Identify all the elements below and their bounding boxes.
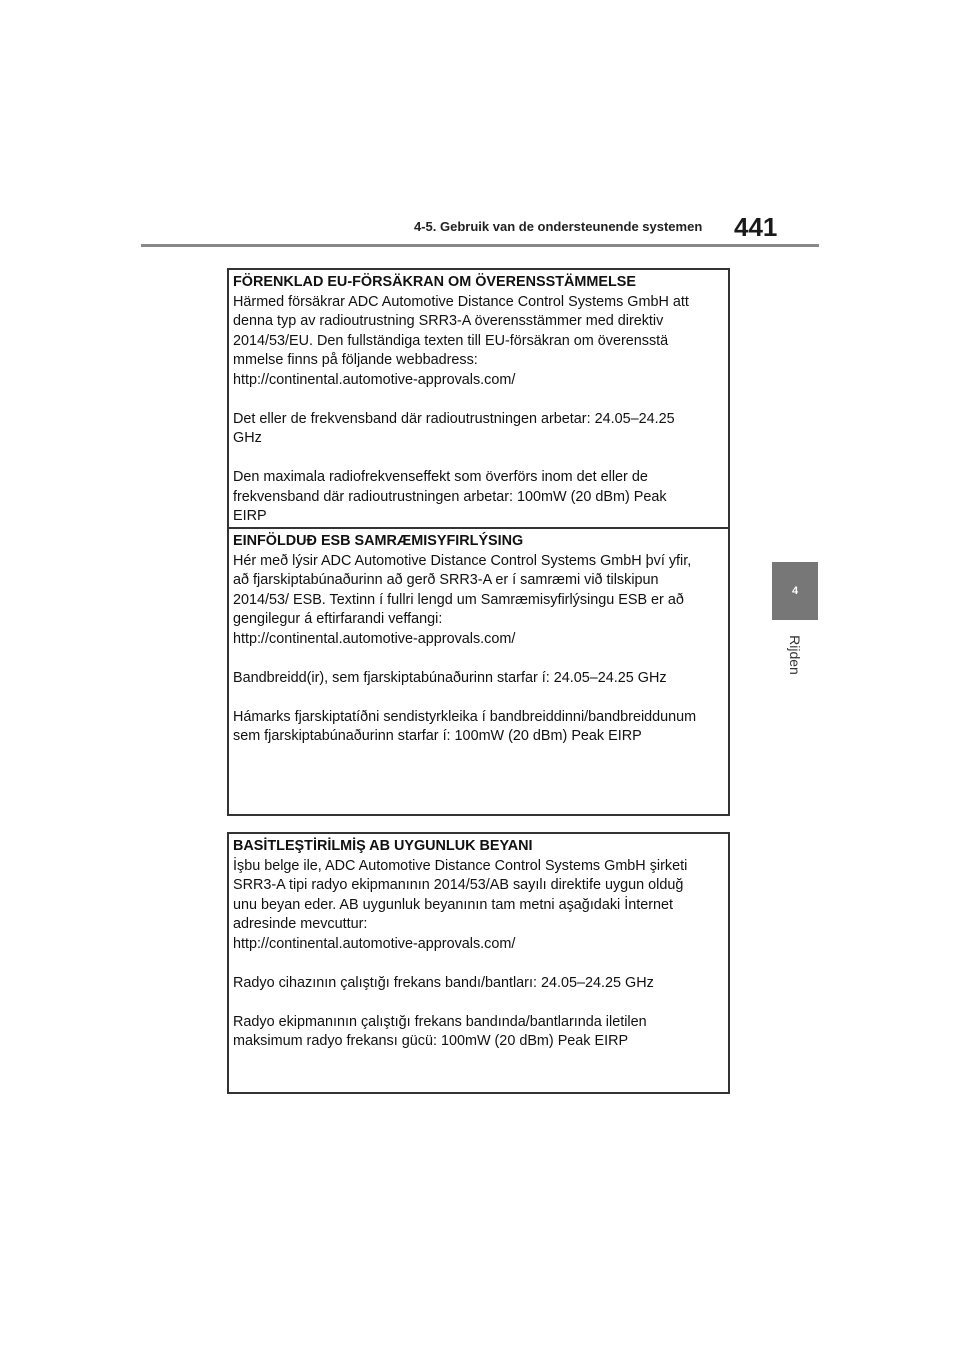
page-number: 441 [734, 212, 778, 242]
declaration-line: 2014/53/ ESB. Textinn í fullri lengd um Samræmisyfirlýsingu ESB er að [233, 591, 684, 608]
declaration-line: EIRP [233, 508, 267, 524]
declaration-line: GHz [233, 430, 262, 446]
paragraph-spacer [233, 688, 730, 708]
declaration-title: BASİTLEŞTİRİLMİŞ AB UYGUNLUK BEYANI [233, 838, 533, 854]
declaration-line: denna typ av radioutrustning SRR3-A överensstämmer med direktiv [233, 313, 664, 329]
declaration-title: EINFÖLDUÐ ESB SAMRÆMISYFIRLÝSING [233, 533, 524, 549]
declaration-title: FÖRENKLAD EU-FÖRSÄKRAN OM ÖVERENSSTÄMMELSE [233, 274, 636, 290]
box-divider [229, 527, 728, 529]
declaration-line: mmelse finns på följande webbadress: [233, 352, 478, 368]
icelandic-declaration [233, 532, 730, 747]
declaration-url: http://continental.automotive-approvals.com/ [233, 630, 516, 647]
paragraph-spacer [233, 390, 730, 410]
declaration-line: Radyo cihazının çalıştığı frekans bandı/bantları: 24.05–24.25 GHz [233, 974, 654, 991]
turkish-declaration [233, 837, 730, 1052]
declaration-line: maksimum radyo frekansı gücü: 100mW (20 dBm) Peak EIRP [233, 1033, 629, 1049]
declaration-line: Bandbreidd(ir), sem fjarskiptabúnaðurinn starfar í: 24.05–24.25 GHz [233, 669, 667, 686]
chapter-label [773, 632, 817, 678]
declaration-box-tr [227, 832, 730, 1094]
paragraph-spacer [233, 993, 730, 1013]
declaration-line: unu beyan eder. AB uygunluk beyanının tam metni aşağıdaki İnternet [233, 896, 674, 913]
declaration-line: að fjarskiptabúnaðurinn að gerð SRR3-A er í samræmi við tilskipun [233, 572, 659, 588]
declaration-line: İşbu belge ile, ADC Automotive Distance Control Systems GmbH şirketi [233, 857, 688, 874]
section-title: 4-5. Gebruik van de ondersteunende systemen [414, 219, 703, 234]
declaration-line: sem fjarskiptabúnaðurinn starfar í: 100mW (20 dBm) Peak EIRP [233, 728, 642, 744]
declaration-url: http://continental.automotive-approvals.com/ [233, 371, 516, 388]
swedish-declaration [233, 273, 730, 527]
declaration-line: Hér með lýsir ADC Automotive Distance Control Systems GmbH því yfir, [233, 552, 692, 569]
chapter-label-text: Rijden [786, 635, 803, 675]
declaration-line: Hámarks fjarskiptatíðni sendistyrkleika í bandbreiddinni/bandbreiddunum [233, 708, 697, 725]
paragraph-spacer [233, 449, 730, 469]
declaration-line: Den maximala radiofrekvenseffekt som överförs inom det eller de [233, 469, 648, 485]
declaration-line: gengilegur á eftirfarandi veffangi: [233, 611, 443, 627]
chapter-tab [772, 562, 818, 620]
chapter-number: 4 [791, 585, 799, 597]
declaration-line: Det eller de frekvensband där radioutrustningen arbetar: 24.05–24.25 [233, 410, 675, 427]
declaration-line: adresinde mevcuttur: [233, 916, 368, 932]
paragraph-spacer [233, 954, 730, 974]
declaration-line: frekvensband där radioutrustningen arbetar: 100mW (20 dBm) Peak [233, 488, 667, 505]
paragraph-spacer [233, 649, 730, 669]
declaration-line: SRR3-A tipi radyo ekipmanının 2014/53/AB sayılı direktife uygun olduğ [233, 877, 684, 893]
declaration-box-se-is [227, 268, 730, 816]
declaration-line: 2014/53/EU. Den fullständiga texten till EU-försäkran om överensstä [233, 332, 669, 349]
header-divider [141, 244, 819, 247]
declaration-line: Härmed försäkrar ADC Automotive Distance Control Systems GmbH att [233, 293, 689, 310]
declaration-url: http://continental.automotive-approvals.com/ [233, 935, 516, 952]
declaration-line: Radyo ekipmanının çalıştığı frekans bandında/bantlarında iletilen [233, 1013, 647, 1030]
